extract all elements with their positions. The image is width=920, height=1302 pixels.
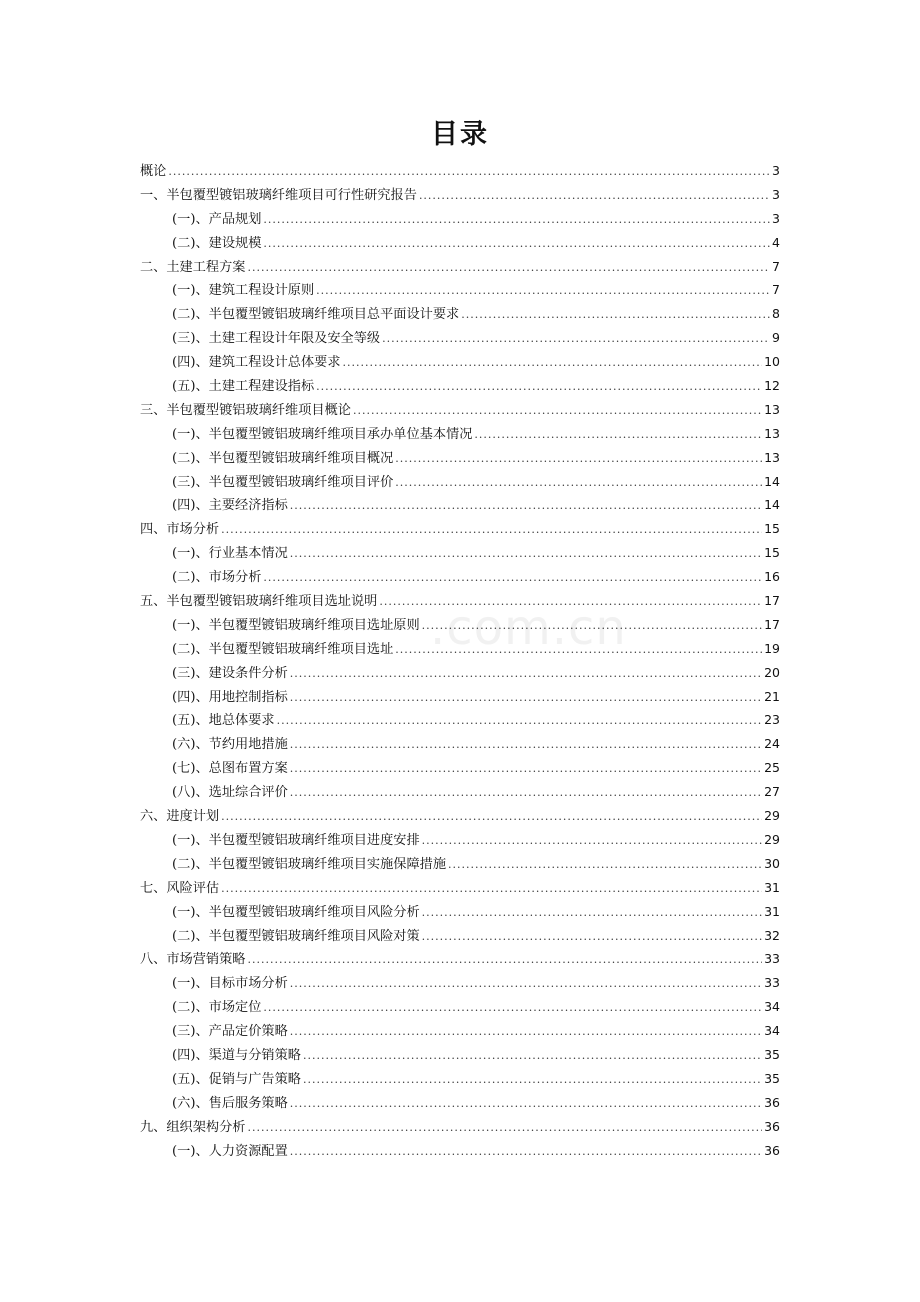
toc-entry-title: 六、进度计划 [140, 809, 220, 825]
toc-entry[interactable] [140, 303, 780, 327]
toc-entry-title: 四、市场分析 [140, 522, 220, 538]
toc-entry-title: (一)、半包覆型镀铝玻璃纤维项目选址原则 [172, 617, 420, 633]
toc-entry-page: 35 [764, 1070, 780, 1086]
toc-entry-page: 13 [764, 449, 780, 465]
toc-entry[interactable] [140, 351, 780, 375]
toc-dot-leader [382, 332, 770, 345]
toc-entry-page: 25 [764, 760, 780, 776]
toc-entry-page: 15 [764, 545, 780, 561]
toc-entry[interactable] [140, 1140, 780, 1164]
toc-entry-title: (一)、产品规划 [172, 211, 262, 227]
toc-entry[interactable] [140, 638, 780, 662]
toc-entry-title: (一)、建筑工程设计原则 [172, 283, 315, 299]
toc-entry-page: 13 [764, 401, 780, 417]
toc-entry-title: 九、组织架构分析 [140, 1119, 246, 1135]
toc-entry[interactable] [140, 256, 780, 280]
toc-dot-leader [395, 452, 762, 465]
toc-dot-leader [303, 1073, 762, 1086]
toc-entry[interactable] [140, 494, 780, 518]
toc-entry-title: (二)、建设规模 [172, 235, 262, 251]
toc-dot-leader [221, 810, 762, 823]
toc-entry[interactable] [140, 733, 780, 757]
toc-entry-title: (八)、选址综合评价 [172, 785, 288, 801]
toc-entry-title: (六)、售后服务策略 [172, 1095, 288, 1111]
toc-entry-title: 七、风险评估 [140, 880, 220, 896]
toc-dot-leader [221, 523, 762, 536]
toc-entry-page: 24 [764, 736, 780, 752]
toc-entry-title: (二)、市场定位 [172, 1000, 262, 1016]
toc-dot-leader [395, 476, 762, 489]
toc-entry-page: 23 [764, 712, 780, 728]
toc-dot-leader [290, 667, 762, 680]
toc-dot-leader [290, 1025, 762, 1038]
toc-entry[interactable] [140, 901, 780, 925]
toc-entry-title: (四)、用地控制指标 [172, 689, 288, 705]
toc-entry-page: 12 [764, 378, 780, 394]
toc-entry-page: 32 [764, 927, 780, 943]
toc-entry-title: 二、土建工程方案 [140, 259, 246, 275]
toc-entry-title: 一、半包覆型镀铝玻璃纤维项目可行性研究报告 [140, 187, 417, 203]
toc-dot-leader [263, 213, 770, 226]
toc-entry-title: (二)、半包覆型镀铝玻璃纤维项目选址 [172, 641, 394, 657]
toc-dot-leader [379, 595, 762, 608]
toc-dot-leader [474, 428, 762, 441]
toc-entry-page: 31 [764, 879, 780, 895]
toc-entry[interactable] [140, 447, 780, 471]
toc-dot-leader [263, 1001, 762, 1014]
toc-dot-leader [422, 906, 762, 919]
toc-dot-leader [461, 308, 770, 321]
toc-entry-title: (一)、人力资源配置 [172, 1143, 288, 1159]
toc-entry-title: (三)、产品定价策略 [172, 1024, 288, 1040]
toc-entry[interactable] [140, 686, 780, 710]
toc-dot-leader [168, 165, 770, 178]
toc-entry-page: 17 [764, 593, 780, 609]
toc-entry-title: (五)、土建工程建设指标 [172, 379, 315, 395]
toc-entry[interactable] [140, 184, 780, 208]
toc-entry-page: 15 [764, 521, 780, 537]
toc-entry-title: (一)、行业基本情况 [172, 546, 288, 562]
toc-entry-page: 33 [764, 951, 780, 967]
toc-entry[interactable] [140, 662, 780, 686]
toc-entry[interactable] [140, 781, 780, 805]
toc-entry-title: (三)、建设条件分析 [172, 665, 288, 681]
toc-entry[interactable] [140, 614, 780, 638]
toc-entry[interactable] [140, 423, 780, 447]
toc-entry[interactable] [140, 471, 780, 495]
toc-entry[interactable] [140, 375, 780, 399]
toc-entry-page: 3 [772, 163, 780, 178]
toc-dot-leader [419, 189, 770, 202]
page-title: 目录 [431, 119, 489, 150]
toc-entry[interactable] [140, 853, 780, 877]
toc-dot-leader [316, 380, 762, 393]
watermark: .com.cn [430, 600, 627, 656]
toc-entry-title: (二)、半包覆型镀铝玻璃纤维项目风险对策 [172, 928, 420, 944]
toc-dot-leader [290, 762, 762, 775]
toc-entry[interactable] [140, 709, 780, 733]
toc-dot-leader [290, 738, 762, 751]
toc-entry-page: 8 [772, 306, 780, 322]
toc-dot-leader [303, 1049, 762, 1062]
toc-entry-page: 7 [772, 258, 780, 274]
toc-entry-title: 概论 [140, 164, 167, 179]
toc-entry-title: (五)、促销与广告策略 [172, 1071, 301, 1087]
toc-dot-leader [448, 858, 762, 871]
toc-entry-title: 三、半包覆型镀铝玻璃纤维项目概论 [140, 402, 351, 418]
toc-entry-title: (七)、总图布置方案 [172, 761, 288, 777]
toc-entry-title: (四)、建筑工程设计总体要求 [172, 355, 341, 371]
toc-entry-page: 29 [764, 808, 780, 824]
toc-entry[interactable] [140, 232, 780, 256]
toc-dot-leader [422, 619, 762, 632]
toc-entry-page: 9 [772, 330, 780, 346]
toc-entry-page: 36 [764, 1142, 780, 1158]
toc-entry-page: 7 [772, 282, 780, 298]
toc-dot-leader [263, 237, 770, 250]
toc-entry-page: 34 [764, 1023, 780, 1039]
toc-dot-leader [353, 404, 762, 417]
toc-dot-leader [290, 499, 762, 512]
toc-entry[interactable] [140, 948, 780, 972]
toc-entry-page: 36 [764, 1094, 780, 1110]
toc-entry-page: 14 [764, 497, 780, 513]
toc-entry[interactable] [140, 1020, 780, 1044]
toc-entry-title: (五)、地总体要求 [172, 713, 275, 729]
table-of-contents [140, 160, 780, 1163]
toc-entry-title: (六)、节约用地措施 [172, 737, 288, 753]
toc-entry-page: 3 [772, 210, 780, 226]
toc-entry-page: 19 [764, 640, 780, 656]
toc-entry-page: 16 [764, 569, 780, 585]
toc-entry-page: 14 [764, 473, 780, 489]
toc-dot-leader [290, 1097, 762, 1110]
toc-dot-leader [343, 356, 763, 369]
toc-entry-page: 33 [764, 975, 780, 991]
toc-entry-page: 29 [764, 831, 780, 847]
toc-entry-page: 35 [764, 1046, 780, 1062]
toc-entry[interactable] [140, 972, 780, 996]
toc-dot-leader [248, 953, 763, 966]
toc-entry-page: 4 [772, 234, 780, 250]
toc-entry-page: 36 [764, 1118, 780, 1134]
toc-entry[interactable] [140, 1116, 780, 1140]
toc-dot-leader [290, 547, 762, 560]
toc-entry-title: (三)、半包覆型镀铝玻璃纤维项目评价 [172, 474, 394, 490]
toc-dot-leader [221, 882, 762, 895]
toc-entry-page: 34 [764, 999, 780, 1015]
toc-entry[interactable] [140, 1092, 780, 1116]
toc-entry-title: (四)、渠道与分销策略 [172, 1047, 301, 1063]
toc-entry-page: 30 [764, 855, 780, 871]
toc-dot-leader [277, 714, 762, 727]
toc-dot-leader [248, 1121, 763, 1134]
toc-entry[interactable] [140, 757, 780, 781]
toc-dot-leader [290, 1145, 762, 1158]
toc-entry[interactable] [140, 805, 780, 829]
toc-entry-page: 27 [764, 784, 780, 800]
toc-entry-page: 17 [764, 616, 780, 632]
toc-entry-title: (二)、半包覆型镀铝玻璃纤维项目概况 [172, 450, 394, 466]
toc-dot-leader [422, 834, 762, 847]
toc-entry[interactable] [140, 542, 780, 566]
toc-dot-leader [290, 977, 762, 990]
toc-entry[interactable] [140, 1068, 780, 1092]
toc-entry-page: 10 [764, 354, 780, 370]
toc-entry[interactable] [140, 877, 780, 901]
toc-entry-title: (四)、主要经济指标 [172, 498, 288, 514]
toc-entry[interactable] [140, 925, 780, 949]
toc-entry-title: (一)、目标市场分析 [172, 976, 288, 992]
toc-entry-page: 20 [764, 664, 780, 680]
toc-entry-title: (二)、市场分析 [172, 570, 262, 586]
toc-dot-leader [248, 261, 771, 274]
toc-entry-title: (二)、半包覆型镀铝玻璃纤维项目总平面设计要求 [172, 307, 460, 323]
toc-entry[interactable] [140, 590, 780, 614]
toc-entry[interactable] [140, 829, 780, 853]
toc-dot-leader [422, 930, 762, 943]
toc-dot-leader [316, 284, 770, 297]
toc-entry-title: 五、半包覆型镀铝玻璃纤维项目选址说明 [140, 594, 378, 610]
toc-entry-page: 31 [764, 903, 780, 919]
toc-dot-leader [290, 786, 762, 799]
toc-entry-title: (一)、半包覆型镀铝玻璃纤维项目承办单位基本情况 [172, 426, 473, 442]
toc-entry[interactable] [140, 208, 780, 232]
toc-entry[interactable] [140, 1044, 780, 1068]
toc-entry-title: 八、市场营销策略 [140, 952, 246, 968]
toc-entry[interactable] [140, 279, 780, 303]
toc-entry[interactable] [140, 996, 780, 1020]
toc-dot-leader [395, 643, 762, 656]
toc-entry-page: 21 [764, 688, 780, 704]
toc-entry[interactable] [140, 518, 780, 542]
toc-entry-title: (一)、半包覆型镀铝玻璃纤维项目风险分析 [172, 904, 420, 920]
toc-entry-title: (二)、半包覆型镀铝玻璃纤维项目实施保障措施 [172, 856, 447, 872]
toc-entry-title: (三)、土建工程设计年限及安全等级 [172, 331, 381, 347]
toc-entry[interactable] [140, 160, 780, 184]
toc-entry[interactable] [140, 327, 780, 351]
toc-dot-leader [290, 691, 762, 704]
toc-entry[interactable] [140, 566, 780, 590]
toc-entry-page: 3 [772, 186, 780, 202]
toc-entry-title: (一)、半包覆型镀铝玻璃纤维项目进度安排 [172, 832, 420, 848]
toc-entry-page: 13 [764, 425, 780, 441]
toc-dot-leader [263, 571, 762, 584]
toc-entry[interactable] [140, 399, 780, 423]
